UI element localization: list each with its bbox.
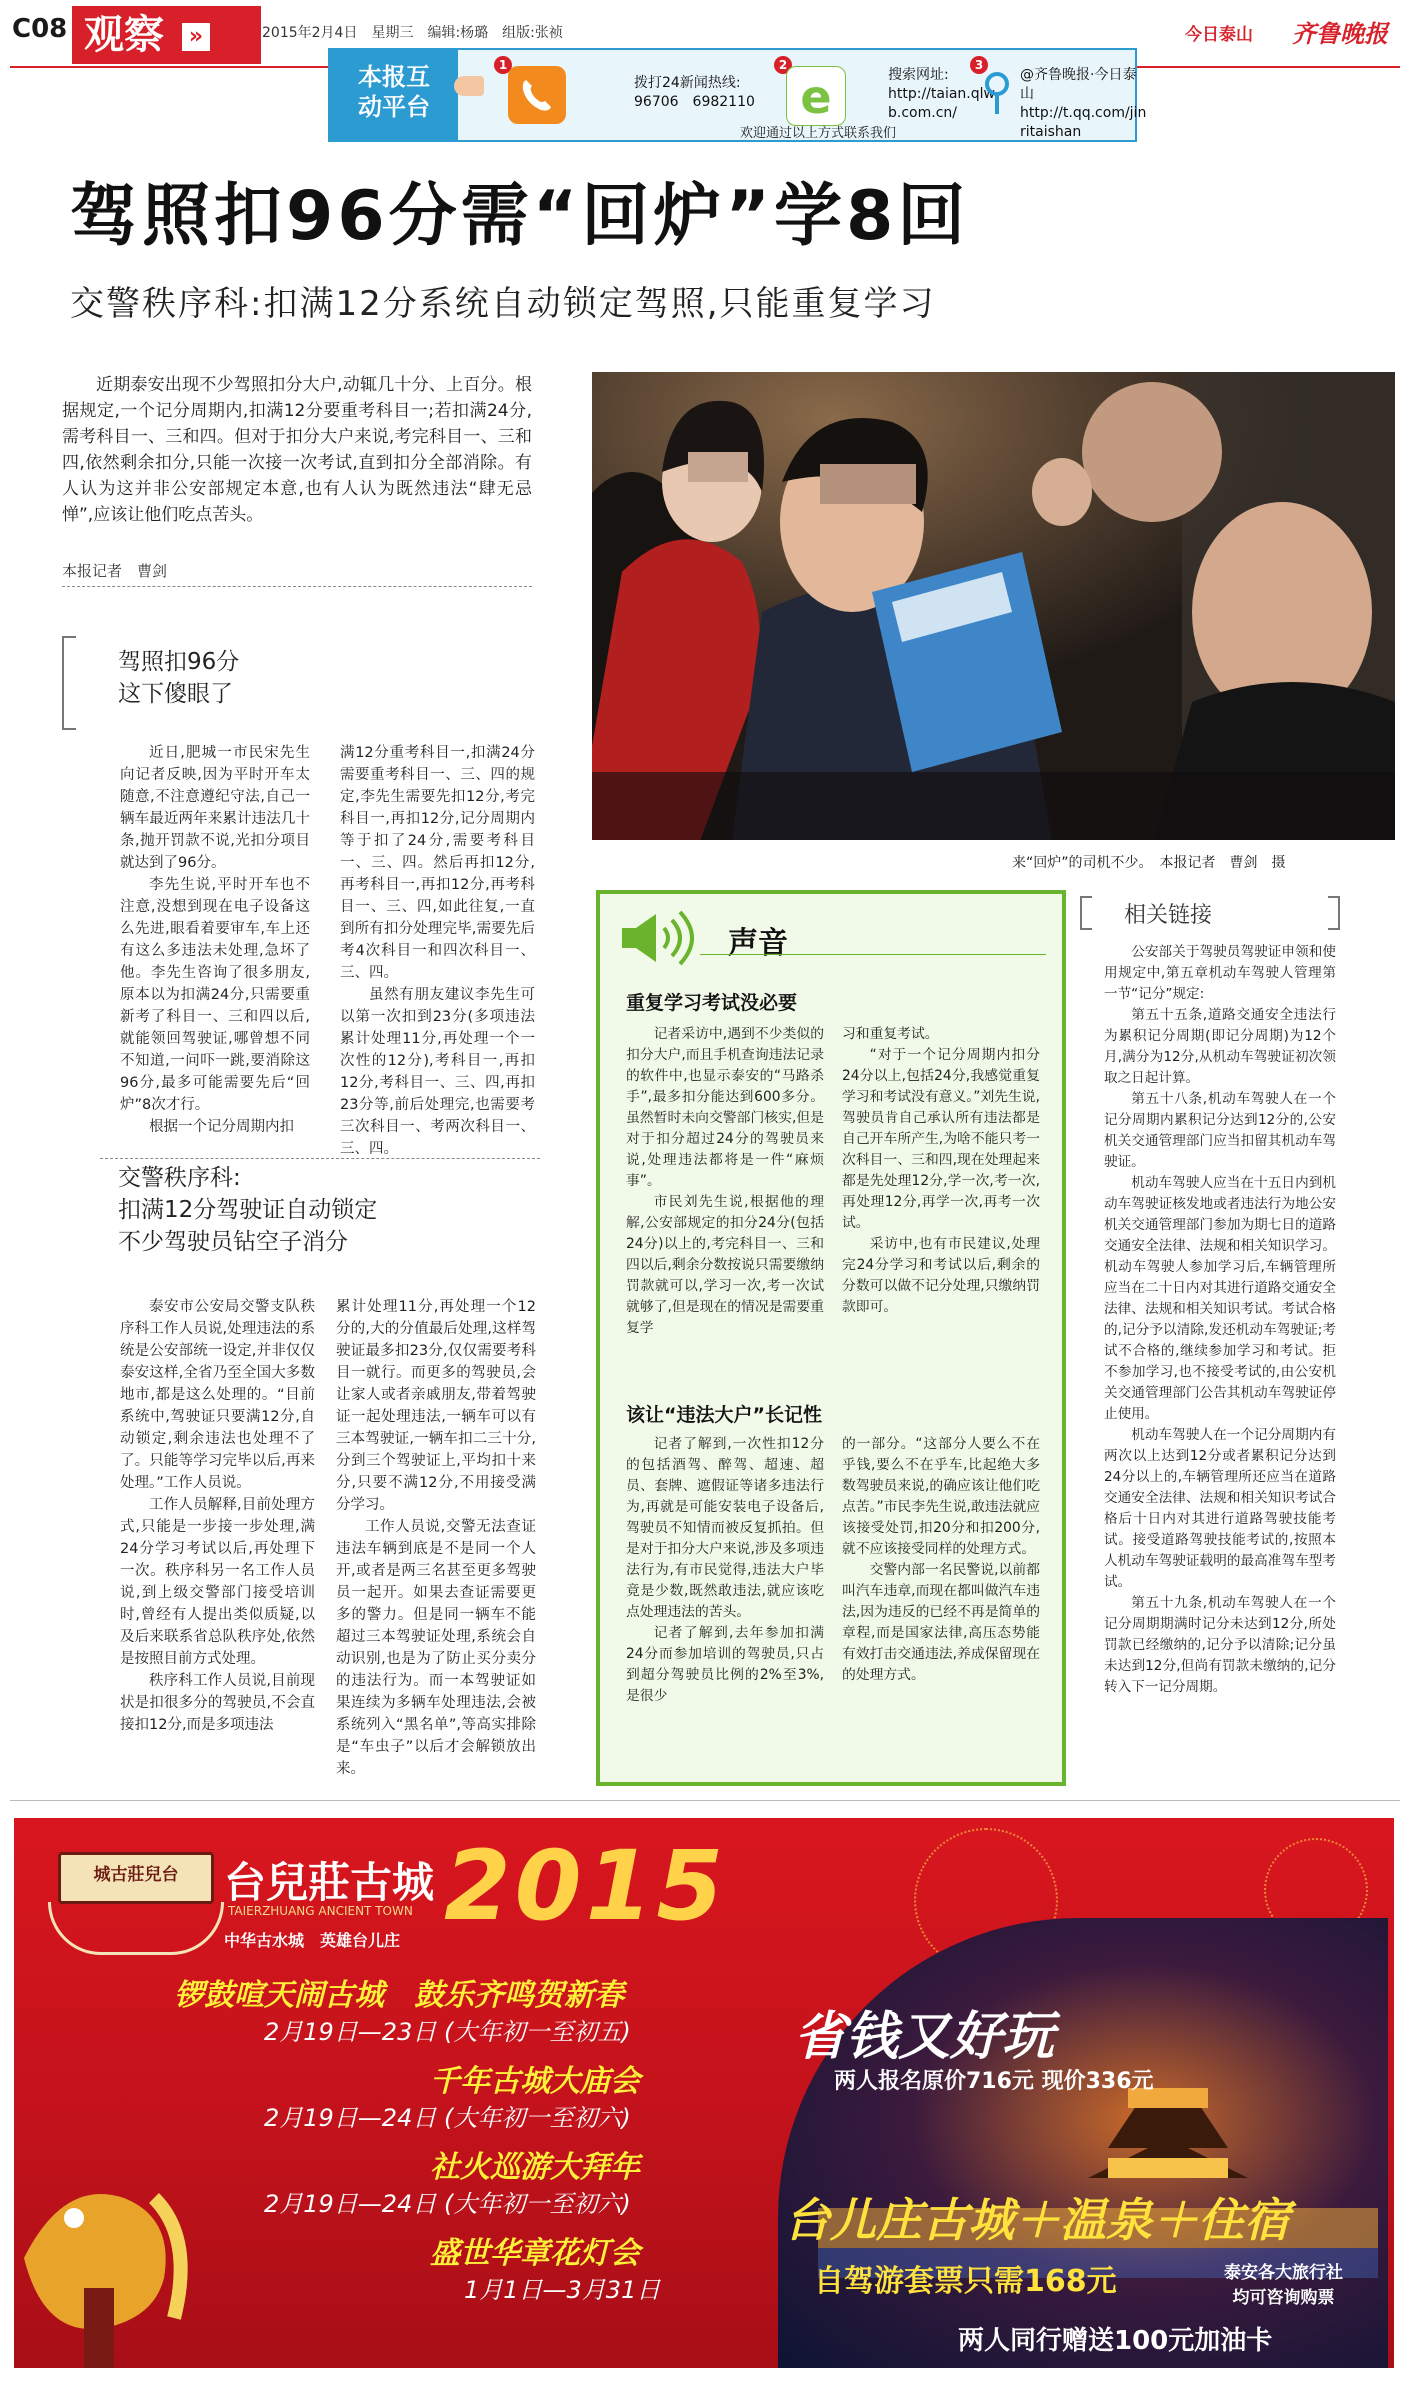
hotline-numbers[interactable]: 96706 6982110 [634, 94, 755, 110]
ad-agency [1224, 2258, 1343, 2308]
paragraph: “对于一个记分周期内扣分24分以上,包括24分,我感觉重复学习和考试没有意义。”刘先生说,驾驶员肯自己承认所有违法都是自己开车所产生,为啥不能只考一次科目一、三和四,现在处理起来都是先处理12分,学一次,考一次,再处理12分,再学一次,再考一次试。 [842, 1047, 1040, 1231]
website-text [888, 66, 995, 123]
section1-title [118, 646, 239, 710]
voice-title: 声音 [728, 926, 788, 961]
related-links-body [1104, 942, 1336, 1698]
svg-text:e: e [800, 70, 832, 124]
ad-event-2-date: 2月19日—24日 (大年初一至初六) [264, 2104, 631, 2132]
ad-promo-headline: 省钱又好玩 [794, 2007, 1055, 2067]
related-links-bracket [1080, 896, 1092, 930]
voice-h1-column-a [626, 1024, 824, 1339]
ad-event-4-name: 盛世华章花灯会 [430, 2236, 640, 2271]
interactive-footer: 欢迎通过以上方式联系我们 [740, 126, 897, 141]
related-links-frame [1080, 890, 1380, 930]
ad-year: 2015 [444, 1830, 728, 1942]
date-line: 2015年2月4日 星期三 编辑:杨璐 组版:张祯 [262, 25, 563, 41]
paragraph: 秩序科工作人员说,目前现状是扣很多分的驾驶员,不会直接扣12分,而是多项违法 [120, 1673, 315, 1733]
related-links-title: 相关链接 [1124, 903, 1213, 928]
byline-rule [62, 586, 532, 587]
ad-top-rule [10, 1800, 1400, 1801]
section-tag [72, 6, 261, 64]
website-url-1[interactable]: http://taian.qlw [888, 86, 995, 102]
section1-bracket [62, 636, 76, 730]
website-label: 搜索网址: [888, 67, 949, 83]
item-number-3: 3 [970, 56, 988, 74]
paragraph: 公安部关于驾驶员驾驶证申领和使用规定中,第五章机动车驾驶人管理第一节“记分”规定: [1104, 944, 1336, 1002]
weibo-url-2[interactable]: ritaishan [1020, 124, 1082, 140]
subheadline: 交警秩序科:扣满12分系统自动锁定驾照,只能重复学习 [70, 284, 936, 324]
paragraph: 的一部分。“这部分人要么不在乎钱,要么不在乎车,比起绝大多数驾驶员来说,的确应该让他们吃点苦。”市民李先生说,敢违法就应该接受处罚,扣20分和扣200分,就不应该接受同样的处理方式。 [842, 1436, 1040, 1557]
voice-h1-column-b [842, 1024, 1040, 1318]
ad-brand-en: TAIERZHUANG ANCIENT TOWN [228, 1904, 413, 1918]
related-links-bracket-right [1328, 896, 1340, 930]
phone-icon [508, 66, 566, 124]
ad-event-1-name: 锣鼓喧天闹古城 鼓乐齐鸣贺新春 [174, 1978, 624, 2013]
paragraph: 李先生说,平时开车也不注意,没想到现在电子设备这么先进,眼看着要审车,车上还有这么多违法未处理,急坏了他。李先生咨询了很多朋友,原本以为扣满24分,只需要重新考了科目一、三和四以后,就能领回驾驶证,哪曾想不同不知道,一问吓一跳,要消除这96分,最多可能需要先后“回炉”8次才行。 [120, 877, 310, 1113]
lead-paragraph: 近期泰安出现不少驾照扣分大户,动辄几十分、上百分。根据规定,一个记分周期内,扣满12分要重考科目一;若扣满24分,需考科目一、三和四。但对于扣分大户来说,考完科目一、三和四,依然剩余扣分,只能一次接一次考试,直到扣分全部消除。有人认为这并非公安部规定本意,也有人认为既然违法“肆无忌惮”,应该让他们吃点苦头。 [62, 375, 532, 525]
weibo-label: @齐鲁晚报·今日泰山 [1020, 67, 1137, 102]
paragraph: 记者了解到,去年参加扣满24分而参加培训的驾驶员,只占到超分驾驶员比例的2%至3%,是很少 [626, 1625, 824, 1704]
speaker-icon [618, 908, 698, 968]
section1-column-a [120, 742, 310, 1138]
chevron-right-icon: » [182, 23, 210, 51]
section1-title-line1: 驾照扣96分 [118, 649, 240, 675]
voice-h2-column-b [842, 1434, 1040, 1686]
ad-slogan: 中华古水城 英雄台儿庄 [224, 1931, 401, 1950]
paragraph: 机动车驾驶人在一个记分周期内有两次以上达到12分或者累积记分达到24分以上的,车辆管理所还应当在道路交通安全法律、法规和相关知识考试合格后十日内对其进行道路驾驶技能考试。接受道路驾驶技能考试的,按照本人机动车驾驶证载明的最高准驾车型考试。 [1104, 1427, 1336, 1590]
paragraph: 市民刘先生说,根据他的理解,公安部规定的扣分24分(包括24分)以上的,考完科目一、三和四以后,剩余分数按说只需要缴纳罚款就可以,学习一次,考一次试就够了,但是现在的情况是需要重复学 [626, 1194, 824, 1336]
section-label: 观察 [84, 12, 164, 58]
paragraph: 第五十九条,机动车驾驶人在一个记分周期期满时记分未达到12分,所处罚款已经缴纳的,记分予以清除;记分虽未达到12分,但尚有罚款未缴纳的,记分转入下一记分周期。 [1104, 1595, 1336, 1695]
ad-event-2-name: 千年古城大庙会 [430, 2064, 640, 2099]
headline: 驾照扣96分需“回炉”学8回 [70, 177, 970, 256]
travel-advertisement [14, 1818, 1394, 2368]
section1-title-line2: 这下傻眼了 [118, 681, 233, 707]
weibo-url-1[interactable]: http://t.qq.com/jin [1020, 105, 1147, 121]
voice-h2-column-a [626, 1434, 824, 1707]
byline: 本报记者 曹剑 [62, 562, 168, 580]
ad-event-3-name: 社火巡游大拜年 [430, 2150, 640, 2185]
interactive-title-line2: 动平台 [358, 93, 430, 121]
section2-title-line2: 扣满12分驾驶证自动锁定 [118, 1197, 378, 1223]
voice-box [596, 890, 1066, 1786]
weibo-icon [980, 68, 1014, 118]
paragraph: 近日,肥城一市民宋先生向记者反映,因为平时开车太随意,不注意遵纪守法,自己一辆车最近两年来累计违法几十条,抛开罚款不说,光扣分项目就达到了96分。 [120, 745, 310, 871]
interactive-title-line1: 本报互 [358, 63, 430, 91]
paragraph: 机动车驾驶人应当在十五日内到机动车驾驶证核发地或者违法行为地公安机关交通管理部门参加为期七日的道路交通安全法律、法规和相关知识学习。机动车驾驶人参加学习后,车辆管理所应当在二十日内对其进行道路交通安全法律、法规和相关知识考试。考试合格的,记分予以清除,发还机动车驾驶证;考试不合格的,继续参加学习和考试。拒不参加学习,也不接受考试的,由公安机关交通管理部门公告其机动车驾驶证停止使用。 [1104, 1175, 1336, 1422]
section2-title-line1: 交警秩序科: [118, 1165, 241, 1191]
ad-event-4-date: 1月1日—3月31日 [464, 2276, 661, 2304]
interactive-title [330, 50, 458, 140]
ad-logo-seal: 城古莊兒台 [58, 1852, 214, 1904]
news-photo [592, 372, 1395, 840]
paragraph: 习和重复考试。 [842, 1026, 939, 1042]
ad-promo-combo: 台儿庄古城＋温泉＋住宿 [784, 2193, 1290, 2247]
section2-rule [100, 1158, 540, 1159]
paragraph: 工作人员说,交警无法查证违法车辆到底是不是同一个人开,或者是两三名甚至更多驾驶员一起开。如果去查证需要更多的警力。但是同一辆车不能超过三本驾驶证处理,系统会自动识别,也是为了防止买分卖分的违法行为。而一本驾驶证如果连续为多辆车处理违法,会被系统列入“黑名单”,等高实排除是“车虫子”以后才会解锁放出来。 [336, 1519, 536, 1777]
pointing-hand-icon [454, 76, 484, 96]
ad-logo-arc [48, 1902, 224, 1955]
paragraph: 记者采访中,遇到不少类似的扣分大户,而且手机查询违法记录的软件中,也显示泰安的“马路杀手”,最多扣分能达到600多分。虽然暂时未向交警部门核实,但是对于扣分超过24分的驾驶员来说,处理违法都将是一件“麻烦事”。 [626, 1026, 824, 1189]
newspaper-logo: 齐鲁晚报 [1292, 20, 1388, 48]
ad-event-3-date: 2月19日—24日 (大年初一至初六) [264, 2190, 631, 2218]
page-number: C08 [12, 14, 68, 44]
voice-heading-1: 重复学习考试没必要 [626, 992, 798, 1014]
paragraph: 采访中,也有市民建议,处理完24分学习和考试以后,剩余的分数可以做不记分处理,只缴纳罚款即可。 [842, 1236, 1040, 1315]
ad-promo-price: 两人报名原价716元 现价336元 [834, 2069, 1154, 2094]
paragraph: 泰安市公安局交警支队秩序科工作人员说,处理违法的系统是公安部统一设定,并非仅仅泰安这样,全省乃至全国大多数地市,都是这么处理的。“目前系统中,驾驶证只要满12分,自动锁定,剩余违法也处理不了了。只能等学习完毕以后,再来处理。”工作人员说。 [120, 1299, 315, 1491]
voice-title-rule [700, 954, 1046, 955]
paragraph: 第五十五条,道路交通安全违法行为累积记分周期(即记分周期)为12个月,满分为12分,从机动车驾驶证初次领取之日起计算。 [1104, 1007, 1336, 1086]
ad-promo-selfdrive: 自驾游套票只需168元 [814, 2264, 1117, 2299]
voice-heading-2: 该让“违法大户”长记性 [626, 1404, 822, 1426]
paragraph: 根据一个记分周期内扣 [149, 1119, 294, 1135]
section2-column-a [120, 1296, 315, 1736]
paragraph: 累计处理11分,再处理一个12分的,大的分值最后处理,这样驾驶证最多扣23分,仅仅需要考科目一就行。而更多的驾驶员,会让家人或者亲戚朋友,带着驾驶证一起处理违法,一辆车可以有三本驾驶证,一辆车扣二三十分,分到三个驾驶证上,平均扣十来分,只要不满12分,不用接受满分学习。 [336, 1299, 536, 1513]
section2-column-b [336, 1296, 536, 1780]
paragraph: 交警内部一名民警说,以前都叫汽车违章,而现在都叫做汽车违法,因为违反的已经不再是简单的章程,而是国家法律,高压态势能有效打击交通违法,养成保留现在的处理方式。 [842, 1562, 1040, 1683]
paragraph: 满12分重考科目一,扣满24分需要重考科目一、三、四的规定,李先生需要先扣12分,考完科目一,再扣12分,记分周期内等于扣了24分,需要考科目一、三、四。然后再扣12分,再考科目一,再扣12分,再考科目一、三、四,如此往复,一直到所有扣分处理完毕,需要先后考4次科目一和四次科目一、三、四。 [340, 745, 535, 981]
item-number-1: 1 [494, 56, 512, 74]
paragraph: 虽然有朋友建议李先生可以第一次扣到23分(多项违法累计处理11分,再处理一个一次性的12分),考科目一,再扣12分,考科目一、三、四,再扣23分等,前后处理完,也需要考三次科目一、考两次科目一、三、四。 [340, 987, 535, 1157]
ad-agency-line1: 泰安各大旅行社 [1224, 2263, 1343, 2283]
ad-promo-gift: 两人同行赠送100元加油卡 [958, 2326, 1273, 2356]
weibo-text [1020, 66, 1146, 142]
paragraph: 工作人员解释,目前处理方式,只能是一步接一步处理,满24分学习考试以后,再处理下一次。秩序科另一名工作人员说,到上级交警部门接受培训时,曾经有人提出类似质疑,以及后来联系省总队秩序处,依然是按照目前方式处理。 [120, 1497, 315, 1667]
hotline-text [634, 74, 755, 112]
ad-brand: 台兒莊古城 [224, 1858, 435, 1907]
section2-title [118, 1162, 377, 1258]
item-number-2: 2 [774, 56, 792, 74]
ad-agency-line2: 均可咨询购票 [1232, 2288, 1335, 2308]
column-label: 今日泰山 [1185, 25, 1253, 45]
section1-column-b [340, 742, 535, 1160]
website-url-2[interactable]: b.com.cn/ [888, 105, 957, 121]
paragraph: 第五十八条,机动车驾驶人在一个记分周期内累积记分达到12分的,公安机关交通管理部门应当扣留其机动车驾驶证。 [1104, 1091, 1336, 1170]
browser-e-icon [786, 66, 846, 126]
hotline-label: 拨打24新闻热线: [634, 75, 741, 91]
dragon-dance-illustration [14, 2098, 214, 2368]
interactive-platform-box [328, 48, 1147, 142]
ad-event-1-date: 2月19日—23日 (大年初一至初五) [264, 2018, 631, 2046]
photo-caption: 来“回炉”的司机不少。 本报记者 曹剑 摄 [1012, 855, 1286, 871]
paragraph: 记者了解到,一次性扣12分的包括酒驾、醉驾、超速、超员、套牌、遮假证等诸多违法行为,再就是可能安装电子设备后,驾驶员不知情而被反复抓拍。但是对于扣分大户来说,涉及多项违法行为,有市民觉得,违法大户毕竟是少数,既然敢违法,就应该吃点处理违法的苦头。 [626, 1436, 824, 1620]
section2-title-line3: 不少驾驶员钻空子消分 [118, 1229, 348, 1255]
